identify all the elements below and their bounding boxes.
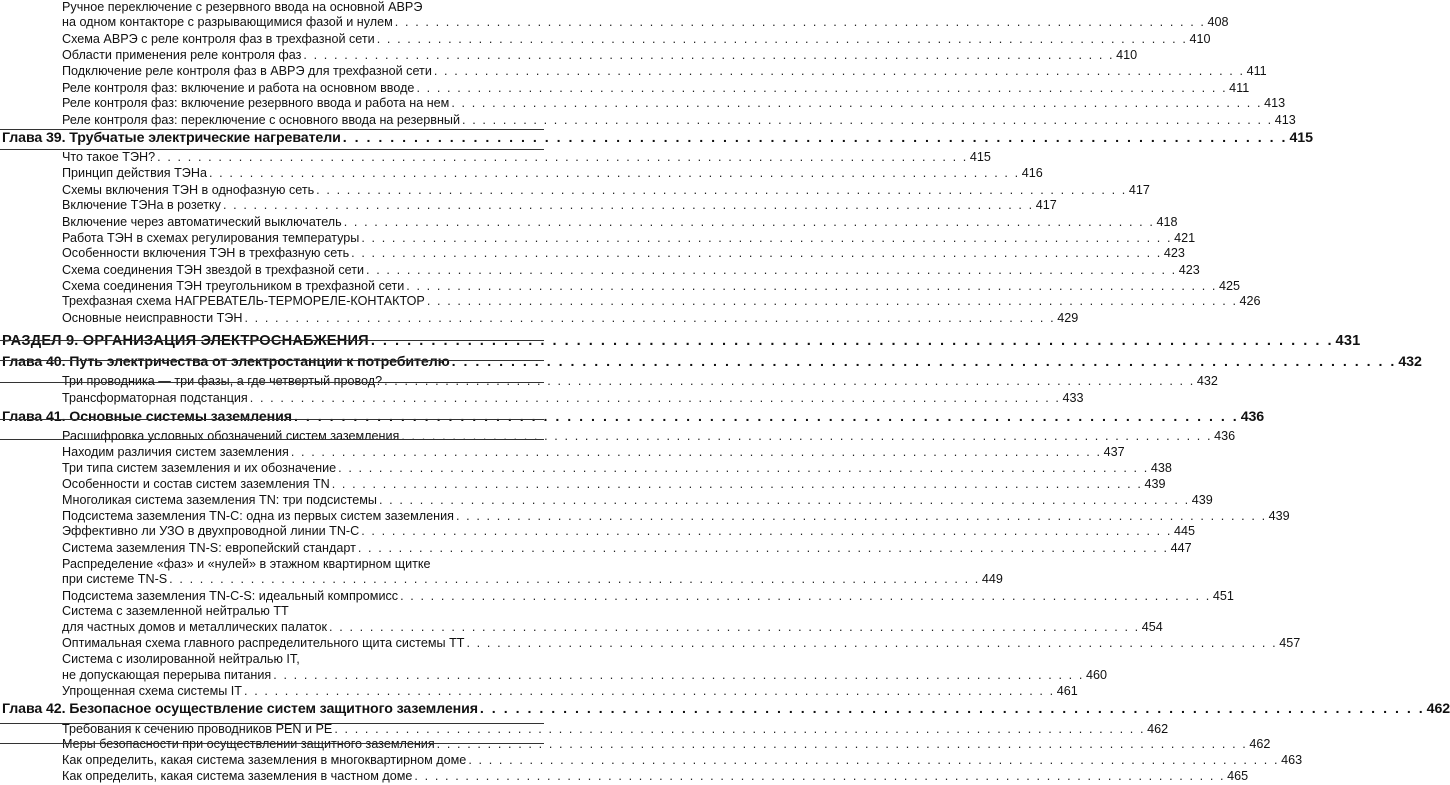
toc-entry	[62, 636, 1301, 650]
divider	[0, 439, 544, 440]
dot-leader: . . . . . . . . . . . . . . . . . . . . . . . . . . . . . . . . . . . . . . . . . . . . . . . . . . . . . . . . . . . . . . . . . . . . . . . . . . . . . . . .	[331, 477, 1143, 491]
dot-leader: . . . . . . . . . . . . . . . . . . . . . . . . . . . . . . . . . . . . . . . . . . . . . . . . . . . . . . . . . . . . . . . . . . . . . . . . . . . . . . . .	[290, 445, 1102, 459]
dot-leader: . . . . . . . . . . . . . . . . . . . . . . . . . . . . . . . . . . . . . . . . . . . . . . . . . . . . . . . . . . . . . . . . . . . . . . . . . . . . . . . .	[334, 722, 1146, 736]
toc-title: Схема соединения ТЭН звездой в трехфазной сети	[62, 263, 365, 277]
toc-entry	[62, 294, 1261, 308]
toc-title: Подсистема заземления TN-C: одна из первых систем заземления	[62, 509, 454, 523]
page-number: 411	[1246, 64, 1267, 78]
toc-title: Что такое ТЭН?	[62, 150, 156, 164]
toc-title: Работа ТЭН в схемах регулирования температуры	[62, 231, 360, 245]
toc-entry	[62, 737, 1271, 751]
toc-title: Глава 40. Путь электричества от электростанции к потребителю	[2, 354, 450, 370]
page-number: 415	[1289, 130, 1313, 146]
page-number: 462	[1147, 722, 1169, 736]
toc-title: Система заземления TN-S: европейский стандарт	[62, 541, 356, 555]
dot-leader: . . . . . . . . . . . . . . . . . . . . . . . . . . . . . . . . . . . . . . . . . . . . . . . . . . . . . . . . . . . . . . . . . . . . . . . . . . . . . . . .	[293, 409, 1239, 425]
toc-title: Оптимальная схема главного распределительного щита системы TT	[62, 636, 465, 650]
page-number: 445	[1173, 524, 1195, 538]
toc-entry	[62, 198, 1057, 212]
toc-entry	[62, 15, 1229, 29]
toc-title: Трансформаторная подстанция	[62, 391, 248, 405]
toc-title: Глава 41. Основные системы заземления	[2, 409, 292, 425]
dot-leader: . . . . . . . . . . . . . . . . . . . . . . . . . . . . . . . . . . . . . . . . . . . . . . . . . . . . . . . . . . . . . . . . . . . . . . . . . . . . . . . .	[361, 524, 1172, 538]
dot-leader: . . . . . . . . . . . . . . . . . . . . . . . . . . . . . . . . . . . . . . . . . . . . . . . . . . . . . . . . . . . . . . . . . . . . . . . . . . . . . . . .	[416, 81, 1228, 95]
dot-leader: . . . . . . . . . . . . . . . . . . . . . . . . . . . . . . . . . . . . . . . . . . . . . . . . . . . . . . . . . . . . . . . . . . . . . . . . . . . . . . . .	[249, 391, 1061, 405]
dot-leader: . . . . . . . . . . . . . . . . . . . . . . . . . . . . . . . . . . . . . . . . . . . . . . . . . . . . . . . . . . . . . . . . . . . . . . . . . . . . . . . .	[426, 294, 1238, 308]
dot-leader: . . . . . . . . . . . . . . . . . . . . . . . . . . . . . . . . . . . . . . . . . . . . . . . . . . . . . . . . . . . . . . . . . . . . . . . . . . . . . . . .	[406, 279, 1218, 293]
toc-chapter	[2, 701, 1450, 717]
divider	[0, 149, 544, 150]
toc-entry	[62, 215, 1178, 229]
toc-title: Меры безопасности при осуществлении защитного заземления	[62, 737, 435, 751]
toc-entry-text: Система с заземленной нейтралью TT	[62, 604, 289, 618]
dot-leader: . . . . . . . . . . . . . . . . . . . . . . . . . . . . . . . . . . . . . . . . . . . . . . . . . . . . . . . . . . . . . . . . . . . . . . . . . . . . . . . .	[378, 493, 1190, 507]
dot-leader: . . . . . . . . . . . . . . . . . . . . . . . . . . . . . . . . . . . . . . . . . . . . . . . . . . . . . . . . . . . . . . . . . . . . . . . . . . . . . . . .	[466, 636, 1278, 650]
page-number: 431	[1335, 333, 1361, 349]
toc-title: РАЗДЕЛ 9. ОРГАНИЗАЦИЯ ЭЛЕКТРОСНАБЖЕНИЯ	[2, 333, 369, 349]
page-number: 423	[1163, 246, 1185, 260]
toc-entry	[62, 81, 1250, 95]
toc-title: Многоликая система заземления TN: три подсистемы	[62, 493, 377, 507]
toc-title: Подключение реле контроля фаз в АВРЭ для трехфазной сети	[62, 64, 432, 78]
toc-entry	[62, 113, 1296, 127]
dot-leader: . . . . . . . . . . . . . . . . . . . . . . . . . . . . . . . . . . . . . . . . . . . . . . . . . . . . . . . . . . . . . . . . . . . . . . . . . . . . . . . .	[157, 150, 968, 164]
divider	[0, 360, 544, 361]
toc-chapter	[2, 130, 1313, 146]
toc-title: Упрощенная схема системы IT	[62, 684, 242, 698]
dot-leader: . . . . . . . . . . . . . . . . . . . . . . . . . . . . . . . . . . . . . . . . . . . . . . . . . . . . . . . . . . . . . . . . . . . . . . . . . . . . . . . .	[462, 113, 1273, 127]
page-number: 411	[1229, 81, 1250, 95]
toc-title: Расшифровка условных обозначений систем заземления	[62, 429, 400, 443]
page-number: 421	[1174, 231, 1196, 245]
toc-title: Основные неисправности ТЭН	[62, 311, 243, 325]
page-number: 416	[1021, 166, 1043, 180]
page-number: 410	[1189, 32, 1211, 46]
toc-entry	[62, 183, 1150, 197]
dot-leader: . . . . . . . . . . . . . . . . . . . . . . . . . . . . . . . . . . . . . . . . . . . . . . . . . . . . . . . . . . . . . . . . . . . . . . . . . . . . . . . .	[414, 769, 1226, 783]
page-number: 429	[1057, 311, 1079, 325]
dot-leader: . . . . . . . . . . . . . . . . . . . . . . . . . . . . . . . . . . . . . . . . . . . . . . . . . . . . . . . . . . . . . . . . . . . . . . . . . . . . . . . .	[400, 589, 1211, 603]
divider	[0, 743, 544, 744]
toc-title: Как определить, какая система заземления в частном доме	[62, 769, 413, 783]
toc-title: не допускающая перерыва питания	[62, 668, 272, 682]
page-number: 438	[1150, 461, 1172, 475]
dot-leader: . . . . . . . . . . . . . . . . . . . . . . . . . . . . . . . . . . . . . . . . . . . . . . . . . . . . . . . . . . . . . . . . . . . . . . . . . . . . . . . .	[451, 96, 1263, 110]
toc-title: Области применения реле контроля фаз	[62, 48, 302, 62]
page-number: 417	[1128, 183, 1150, 197]
toc-entry	[62, 668, 1107, 682]
dot-leader: . . . . . . . . . . . . . . . . . . . . . . . . . . . . . . . . . . . . . . . . . . . . . . . . . . . . . . . . . . . . . . . . . . . . . . . . . . . . . . . .	[455, 509, 1267, 523]
toc-title: Три типа систем заземления и их обозначение	[62, 461, 337, 475]
toc-entry	[62, 620, 1163, 634]
dot-leader: . . . . . . . . . . . . . . . . . . . . . . . . . . . . . . . . . . . . . . . . . . . . . . . . . . . . . . . . . . . . . . . . . . . . . . . . . . . . . . . .	[451, 354, 1397, 370]
toc-entry	[62, 769, 1249, 783]
toc-entry	[62, 541, 1192, 555]
page-number: 408	[1207, 15, 1229, 29]
toc-entry	[62, 311, 1079, 325]
toc-entry	[62, 231, 1196, 245]
dot-leader: . . . . . . . . . . . . . . . . . . . . . . . . . . . . . . . . . . . . . . . . . . . . . . . . . . . . . . . . . . . . . . . . . . . . . . . . . . . . . . . .	[468, 753, 1280, 767]
toc-entry-text: Ручное переключение с резервного ввода на основной АВРЭ	[62, 0, 423, 14]
page-number: 457	[1279, 636, 1301, 650]
toc-entry	[62, 684, 1078, 698]
dot-leader: . . . . . . . . . . . . . . . . . . . . . . . . . . . . . . . . . . . . . . . . . . . . . . . . . . . . . . . . . . . . . . . . . . . . . . . . . . . . . . . .	[357, 541, 1169, 555]
toc-chapter	[2, 354, 1422, 370]
page-number: 463	[1281, 753, 1303, 767]
divider	[0, 129, 544, 130]
page-number: 437	[1103, 445, 1125, 459]
page-number: 460	[1085, 668, 1107, 682]
page-number: 436	[1214, 429, 1236, 443]
dot-leader: . . . . . . . . . . . . . . . . . . . . . . . . . . . . . . . . . . . . . . . . . . . . . . . . . . . . . . . . . . . . . . . . . . . . . . . . . . . . . . . .	[351, 246, 1162, 260]
toc-title: Как определить, какая система заземления в многоквартирном доме	[62, 753, 467, 767]
toc-entry	[62, 96, 1286, 110]
toc-entry-text: Распределение «фаз» и «нулей» в этажном квартирном щитке	[62, 557, 431, 571]
page-number: 415	[969, 150, 991, 164]
toc-entry	[62, 445, 1125, 459]
divider	[0, 723, 544, 724]
dot-leader: . . . . . . . . . . . . . . . . . . . . . . . . . . . . . . . . . . . . . . . . . . . . . . . . . . . . . . . . . . . . . . . . . . . . . . . . . . . . . . . .	[303, 48, 1115, 62]
page-number: 432	[1196, 374, 1218, 388]
toc-section	[2, 333, 1361, 349]
page-number: 417	[1035, 198, 1057, 212]
toc-entry	[62, 524, 1195, 538]
dot-leader: . . . . . . . . . . . . . . . . . . . . . . . . . . . . . . . . . . . . . . . . . . . . . . . . . . . . . . . . . . . . . . . . . . . . . . . . . . . . . . . .	[244, 684, 1055, 698]
toc-entry	[62, 150, 991, 164]
toc-entry	[62, 166, 1043, 180]
toc-title: Трехфазная схема НАГРЕВАТЕЛЬ-ТЕРМОРЕЛЕ-КОНТАКТОР	[62, 294, 425, 308]
toc-entry	[62, 429, 1236, 443]
page-number: 439	[1191, 493, 1213, 507]
dot-leader: . . . . . . . . . . . . . . . . . . . . . . . . . . . . . . . . . . . . . . . . . . . . . . . . . . . . . . . . . . . . . . . . . . . . . . . . . . . . . . . .	[370, 333, 1334, 349]
toc-entry	[62, 572, 1003, 586]
page-number: 439	[1144, 477, 1166, 491]
toc-title: при системе TN-S	[62, 572, 168, 586]
page-number: 410	[1116, 48, 1138, 62]
toc-title: Глава 42. Безопасное осуществление систем защитного заземления	[2, 701, 478, 717]
page-number: 462	[1426, 701, 1450, 717]
dot-leader: . . . . . . . . . . . . . . . . . . . . . . . . . . . . . . . . . . . . . . . . . . . . . . . . . . . . . . . . . . . . . . . . . . . . . . . . . . . . . . . .	[436, 737, 1248, 751]
page-number: 433	[1062, 391, 1084, 405]
dot-leader: . . . . . . . . . . . . . . . . . . . . . . . . . . . . . . . . . . . . . . . . . . . . . . . . . . . . . . . . . . . . . . . . . . . . . . . . . . . . . . . .	[376, 32, 1188, 46]
toc-entry	[62, 753, 1303, 767]
divider	[0, 419, 544, 420]
toc-title: Включение через автоматический выключатель	[62, 215, 342, 229]
page-number: 423	[1178, 263, 1200, 277]
dot-leader: . . . . . . . . . . . . . . . . . . . . . . . . . . . . . . . . . . . . . . . . . . . . . . . . . . . . . . . . . . . . . . . . . . . . . . . . . . . . . . . .	[366, 263, 1177, 277]
page-number: 449	[981, 572, 1003, 586]
dot-leader: . . . . . . . . . . . . . . . . . . . . . . . . . . . . . . . . . . . . . . . . . . . . . . . . . . . . . . . . . . . . . . . . . . . . . . . . . . . . . . . .	[273, 668, 1084, 682]
dot-leader: . . . . . . . . . . . . . . . . . . . . . . . . . . . . . . . . . . . . . . . . . . . . . . . . . . . . . . . . . . . . . . . . . . . . . . . . . . . . . . . .	[343, 215, 1155, 229]
toc-title: на одном контакторе с разрывающимися фазой и нулем	[62, 15, 393, 29]
toc-title: Принцип действия ТЭНа	[62, 166, 207, 180]
divider	[0, 382, 544, 383]
dot-leader: . . . . . . . . . . . . . . . . . . . . . . . . . . . . . . . . . . . . . . . . . . . . . . . . . . . . . . . . . . . . . . . . . . . . . . . . . . . . . . . .	[479, 701, 1425, 717]
toc-title: Реле контроля фаз: включение резервного ввода и работа на нем	[62, 96, 450, 110]
toc-entry	[62, 477, 1166, 491]
page-number: 465	[1227, 769, 1249, 783]
toc-entry	[62, 32, 1211, 46]
dot-leader: . . . . . . . . . . . . . . . . . . . . . . . . . . . . . . . . . . . . . . . . . . . . . . . . . . . . . . . . . . . . . . . . . . . . . . . . . . . . . . . .	[394, 15, 1206, 29]
dot-leader: . . . . . . . . . . . . . . . . . . . . . . . . . . . . . . . . . . . . . . . . . . . . . . . . . . . . . . . . . . . . . . . . . . . . . . . . . . . . . . . .	[338, 461, 1149, 475]
page-number: 432	[1398, 354, 1422, 370]
toc-title: Эффективно ли УЗО в двухпроводной линии TN-C	[62, 524, 360, 538]
page-number: 413	[1274, 113, 1296, 127]
dot-leader: . . . . . . . . . . . . . . . . . . . . . . . . . . . . . . . . . . . . . . . . . . . . . . . . . . . . . . . . . . . . . . . . . . . . . . . . . . . . . . . .	[208, 166, 1020, 180]
page-number: 451	[1212, 589, 1234, 603]
page-number: 439	[1268, 509, 1290, 523]
toc-entry-text: Система с изолированной нейтралью IT,	[62, 652, 300, 666]
toc-entry	[62, 279, 1241, 293]
toc-title: Глава 39. Трубчатые электрические нагреватели	[2, 130, 341, 146]
toc-entry	[62, 722, 1169, 736]
toc-title: Находим различия систем заземления	[62, 445, 289, 459]
toc-entry	[62, 391, 1084, 405]
toc-entry	[62, 64, 1267, 78]
toc-title: Реле контроля фаз: переключение с основного ввода на резервный	[62, 113, 461, 127]
toc-title: для частных домов и металлических палаток	[62, 620, 328, 634]
dot-leader: . . . . . . . . . . . . . . . . . . . . . . . . . . . . . . . . . . . . . . . . . . . . . . . . . . . . . . . . . . . . . . . . . . . . . . . . . . . . . . . .	[169, 572, 980, 586]
page-number: 447	[1170, 541, 1192, 555]
page-number: 426	[1239, 294, 1261, 308]
toc-entry	[62, 246, 1185, 260]
dot-leader: . . . . . . . . . . . . . . . . . . . . . . . . . . . . . . . . . . . . . . . . . . . . . . . . . . . . . . . . . . . . . . . . . . . . . . . . . . . . . . . .	[244, 311, 1056, 325]
toc-title: Требования к сечению проводников PEN и PE	[62, 722, 333, 736]
dot-leader: . . . . . . . . . . . . . . . . . . . . . . . . . . . . . . . . . . . . . . . . . . . . . . . . . . . . . . . . . . . . . . . . . . . . . . . . . . . . . . . .	[361, 231, 1173, 245]
toc-entry	[62, 374, 1218, 388]
page-number: 461	[1056, 684, 1078, 698]
toc-entry	[62, 509, 1290, 523]
toc-title: Схемы включения ТЭН в однофазную сеть	[62, 183, 315, 197]
toc-entry	[62, 589, 1234, 603]
toc-chapter	[2, 409, 1265, 425]
toc-title: Особенности и состав систем заземления TN	[62, 477, 330, 491]
toc-title: Схема соединения ТЭН треугольником в трехфазной сети	[62, 279, 405, 293]
dot-leader: . . . . . . . . . . . . . . . . . . . . . . . . . . . . . . . . . . . . . . . . . . . . . . . . . . . . . . . . . . . . . . . . . . . . . . . . . . . . . . . .	[342, 130, 1288, 146]
page-number: 454	[1141, 620, 1163, 634]
dot-leader: . . . . . . . . . . . . . . . . . . . . . . . . . . . . . . . . . . . . . . . . . . . . . . . . . . . . . . . . . . . . . . . . . . . . . . . . . . . . . . . .	[384, 374, 1195, 388]
toc-entry	[62, 263, 1200, 277]
toc-title: Три проводника — три фазы, а где четвертый провод?	[62, 374, 383, 388]
toc-entry	[62, 461, 1172, 475]
toc-entry	[62, 48, 1138, 62]
divider	[0, 340, 544, 341]
dot-leader: . . . . . . . . . . . . . . . . . . . . . . . . . . . . . . . . . . . . . . . . . . . . . . . . . . . . . . . . . . . . . . . . . . . . . . . . . . . . . . . .	[401, 429, 1213, 443]
dot-leader: . . . . . . . . . . . . . . . . . . . . . . . . . . . . . . . . . . . . . . . . . . . . . . . . . . . . . . . . . . . . . . . . . . . . . . . . . . . . . . . .	[316, 183, 1127, 197]
page-number: 425	[1219, 279, 1241, 293]
dot-leader: . . . . . . . . . . . . . . . . . . . . . . . . . . . . . . . . . . . . . . . . . . . . . . . . . . . . . . . . . . . . . . . . . . . . . . . . . . . . . . . .	[222, 198, 1034, 212]
toc-title: Подсистема заземления TN-C-S: идеальный компромисс	[62, 589, 399, 603]
page-number: 418	[1156, 215, 1178, 229]
toc-title: Включение ТЭНа в розетку	[62, 198, 221, 212]
toc-title: Особенности включения ТЭН в трехфазную сеть	[62, 246, 350, 260]
toc-title: Реле контроля фаз: включение и работа на основном вводе	[62, 81, 415, 95]
dot-leader: . . . . . . . . . . . . . . . . . . . . . . . . . . . . . . . . . . . . . . . . . . . . . . . . . . . . . . . . . . . . . . . . . . . . . . . . . . . . . . . .	[433, 64, 1245, 78]
page-number: 462	[1249, 737, 1271, 751]
dot-leader: . . . . . . . . . . . . . . . . . . . . . . . . . . . . . . . . . . . . . . . . . . . . . . . . . . . . . . . . . . . . . . . . . . . . . . . . . . . . . . . .	[329, 620, 1140, 634]
page-number: 436	[1240, 409, 1265, 425]
toc-title: Схема АВРЭ с реле контроля фаз в трехфазной сети	[62, 32, 375, 46]
toc-entry	[62, 493, 1213, 507]
page-number: 413	[1264, 96, 1286, 110]
